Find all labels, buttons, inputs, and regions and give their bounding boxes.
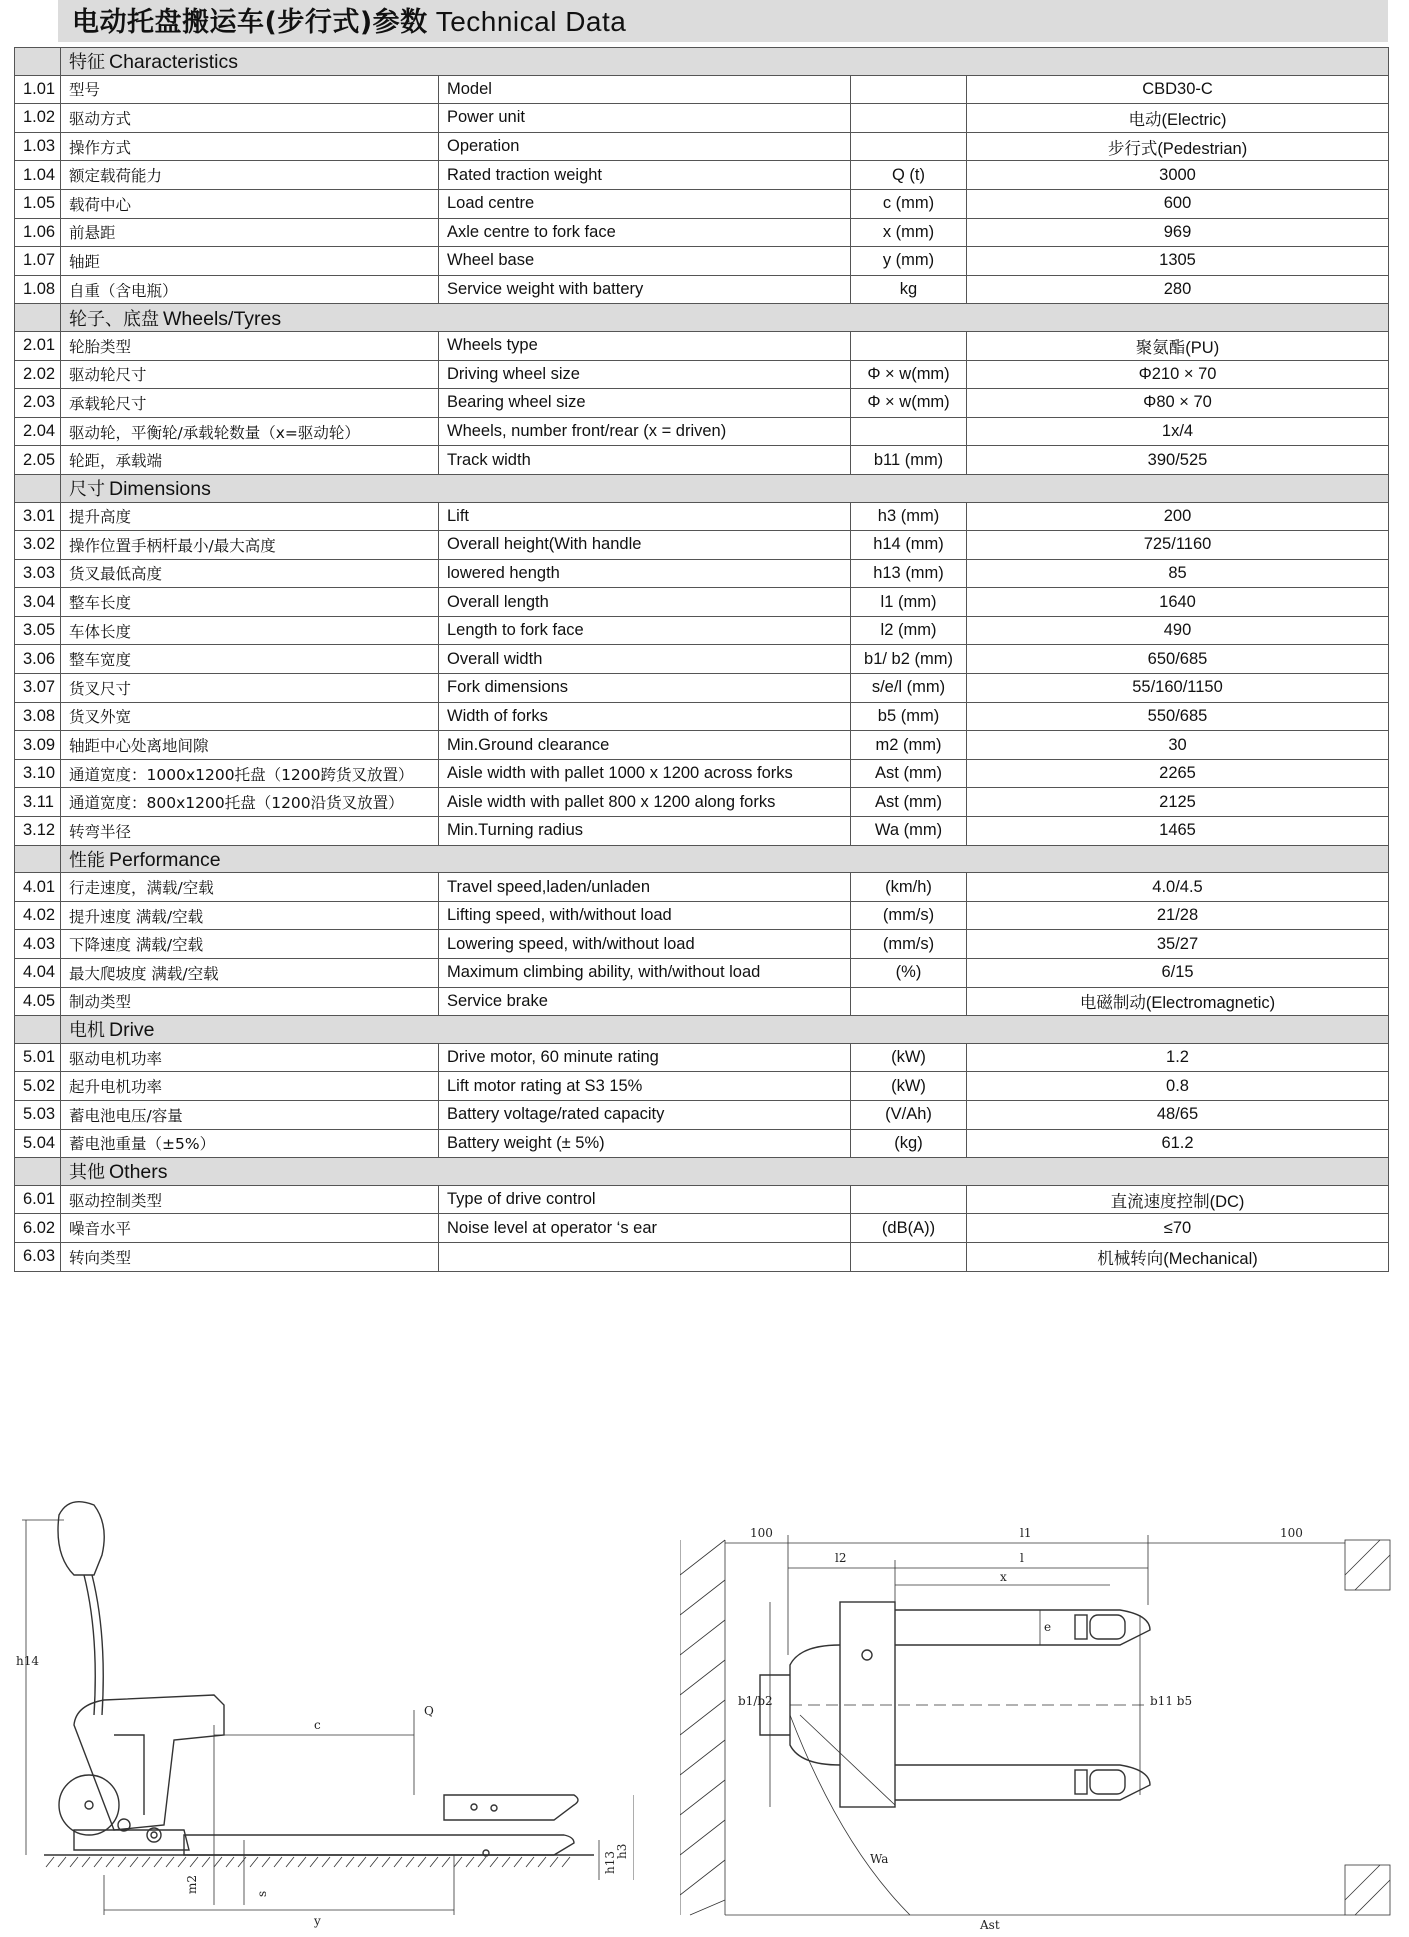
row-symbol: (%) xyxy=(851,959,967,988)
table-row xyxy=(15,873,1389,902)
row-name-en: Lift xyxy=(439,502,851,531)
row-symbol: l2 (mm) xyxy=(851,616,967,645)
row-name-cn: 起升电机功率 xyxy=(61,1072,439,1101)
row-name-en: Width of forks xyxy=(439,702,851,731)
section-title xyxy=(61,1016,1389,1044)
row-name-en: Power unit xyxy=(439,104,851,133)
row-name-en: Wheel base xyxy=(439,247,851,276)
row-symbol: (mm/s) xyxy=(851,901,967,930)
table-row xyxy=(15,1100,1389,1129)
row-name-en: Type of drive control xyxy=(439,1185,851,1214)
row-number: 4.05 xyxy=(15,987,61,1016)
row-name-en: Aisle width with pallet 1000 x 1200 across forks xyxy=(439,759,851,788)
row-value: 200 xyxy=(967,502,1389,531)
label-y: y xyxy=(314,1914,321,1928)
section-title-cn: 电机 xyxy=(69,1020,105,1042)
row-value: 6/15 xyxy=(967,959,1389,988)
top-view-drawing xyxy=(680,1515,1395,1930)
row-name-en: Battery voltage/rated capacity xyxy=(439,1100,851,1129)
label-Ast: Ast xyxy=(980,1918,1000,1930)
row-value: 电动(Electric) xyxy=(967,104,1389,133)
table-row xyxy=(15,275,1389,304)
label-b1b2: b1/b2 xyxy=(738,1694,773,1708)
row-number: 3.06 xyxy=(15,645,61,674)
row-value: 35/27 xyxy=(967,930,1389,959)
row-number: 2.02 xyxy=(15,360,61,389)
row-value: 600 xyxy=(967,189,1389,218)
row-number: 2.05 xyxy=(15,446,61,475)
row-name-en: Overall length xyxy=(439,588,851,617)
row-value: 1640 xyxy=(967,588,1389,617)
row-name-cn: 转向类型 xyxy=(61,1242,439,1271)
row-name-cn: 蓄电池重量（±5%） xyxy=(61,1129,439,1158)
row-symbol xyxy=(851,987,967,1016)
row-value: 30 xyxy=(967,731,1389,760)
row-symbol: h14 (mm) xyxy=(851,531,967,560)
row-name-cn: 制动类型 xyxy=(61,987,439,1016)
row-symbol: Φ × w(mm) xyxy=(851,389,967,418)
row-name-en: Maximum climbing ability, with/without load xyxy=(439,959,851,988)
row-value: 1465 xyxy=(967,817,1389,846)
row-value: 1305 xyxy=(967,247,1389,276)
row-value: 1.2 xyxy=(967,1043,1389,1072)
row-symbol xyxy=(851,104,967,133)
row-value: 1x/4 xyxy=(967,417,1389,446)
section-title-en: Performance xyxy=(109,848,221,871)
table-row xyxy=(15,759,1389,788)
row-symbol: s/e/l (mm) xyxy=(851,674,967,703)
table-row xyxy=(15,389,1389,418)
section-title-cn: 性能 xyxy=(69,849,105,871)
row-name-en: Rated traction weight xyxy=(439,161,851,190)
label-m2: m2 xyxy=(185,1874,199,1894)
label-c: c xyxy=(314,1718,321,1732)
table-row xyxy=(15,959,1389,988)
label-Wa: Wa xyxy=(870,1852,889,1866)
row-name-cn: 驱动方式 xyxy=(61,104,439,133)
row-number: 3.03 xyxy=(15,559,61,588)
title-cn: 电动托盘搬运车(步行式)参数 xyxy=(72,7,428,38)
row-number: 1.06 xyxy=(15,218,61,247)
row-name-en: lowered hength xyxy=(439,559,851,588)
row-name-en: Bearing wheel size xyxy=(439,389,851,418)
row-number: 2.03 xyxy=(15,389,61,418)
row-number: 6.03 xyxy=(15,1242,61,1271)
row-name-cn: 轮距，承载端 xyxy=(61,446,439,475)
row-number: 1.01 xyxy=(15,75,61,104)
row-name-en: Overall height(With handle xyxy=(439,531,851,560)
row-number: 5.04 xyxy=(15,1129,61,1158)
section-title xyxy=(61,845,1389,873)
row-value: ≤70 xyxy=(967,1214,1389,1243)
section-number-cell xyxy=(15,845,61,873)
section-title-cn: 其他 xyxy=(69,1162,105,1184)
row-name-cn: 通道宽度：1000x1200托盘（1200跨货叉放置） xyxy=(61,759,439,788)
row-value: 2265 xyxy=(967,759,1389,788)
row-symbol: (kW) xyxy=(851,1043,967,1072)
row-name-cn: 型号 xyxy=(61,75,439,104)
row-name-en: Travel speed,laden/unladen xyxy=(439,873,851,902)
row-name-cn: 蓄电池电压/容量 xyxy=(61,1100,439,1129)
row-number: 3.01 xyxy=(15,502,61,531)
row-number: 3.12 xyxy=(15,817,61,846)
row-name-en: Wheels, number front/rear (x = driven) xyxy=(439,417,851,446)
row-number: 3.04 xyxy=(15,588,61,617)
row-name-en: Drive motor, 60 minute rating xyxy=(439,1043,851,1072)
row-number: 1.03 xyxy=(15,132,61,161)
table-row xyxy=(15,645,1389,674)
label-x: x xyxy=(1000,1570,1007,1584)
table-row xyxy=(15,531,1389,560)
row-symbol: Q (t) xyxy=(851,161,967,190)
section-header xyxy=(15,474,1389,502)
section-title-cn: 尺寸 xyxy=(69,479,105,501)
table-row xyxy=(15,1242,1389,1271)
row-name-en: Lowering speed, with/without load xyxy=(439,930,851,959)
row-symbol: Φ × w(mm) xyxy=(851,360,967,389)
row-name-en: Driving wheel size xyxy=(439,360,851,389)
row-symbol: m2 (mm) xyxy=(851,731,967,760)
row-name-cn: 行走速度，满载/空载 xyxy=(61,873,439,902)
label-h13: h13 xyxy=(603,1851,617,1874)
row-value: Φ210 × 70 xyxy=(967,360,1389,389)
row-symbol: h13 (mm) xyxy=(851,559,967,588)
section-number-cell xyxy=(15,48,61,76)
section-title xyxy=(61,48,1389,76)
row-value: 85 xyxy=(967,559,1389,588)
row-number: 6.02 xyxy=(15,1214,61,1243)
row-symbol: Wa (mm) xyxy=(851,817,967,846)
row-symbol: b11 (mm) xyxy=(851,446,967,475)
row-number: 3.07 xyxy=(15,674,61,703)
label-l: l xyxy=(1020,1551,1024,1565)
table-row xyxy=(15,1072,1389,1101)
table-row xyxy=(15,161,1389,190)
row-symbol xyxy=(851,1242,967,1271)
row-value: 聚氨酯(PU) xyxy=(967,331,1389,360)
table-row xyxy=(15,901,1389,930)
row-name-cn: 操作方式 xyxy=(61,132,439,161)
row-number: 5.01 xyxy=(15,1043,61,1072)
label-s: s xyxy=(255,1890,269,1897)
row-name-en: Lift motor rating at S3 15% xyxy=(439,1072,851,1101)
row-number: 1.02 xyxy=(15,104,61,133)
table-row xyxy=(15,132,1389,161)
row-symbol: Ast (mm) xyxy=(851,759,967,788)
row-name-cn: 轴距 xyxy=(61,247,439,276)
row-name-cn: 驱动电机功率 xyxy=(61,1043,439,1072)
row-number: 4.04 xyxy=(15,959,61,988)
row-symbol: c (mm) xyxy=(851,189,967,218)
side-view-drawing xyxy=(14,1495,634,1930)
row-value: 4.0/4.5 xyxy=(967,873,1389,902)
row-name-cn: 整车长度 xyxy=(61,588,439,617)
row-name-cn: 前悬距 xyxy=(61,218,439,247)
row-name-cn: 载荷中心 xyxy=(61,189,439,218)
row-value: 280 xyxy=(967,275,1389,304)
table-row xyxy=(15,331,1389,360)
row-value: 48/65 xyxy=(967,1100,1389,1129)
row-symbol: l1 (mm) xyxy=(851,588,967,617)
label-h3: h3 xyxy=(615,1843,629,1859)
row-name-cn: 提升高度 xyxy=(61,502,439,531)
section-number-cell xyxy=(15,304,61,332)
row-number: 3.10 xyxy=(15,759,61,788)
table-row xyxy=(15,360,1389,389)
title-en: Technical Data xyxy=(435,6,627,37)
row-name-en: Load centre xyxy=(439,189,851,218)
row-symbol: (kg) xyxy=(851,1129,967,1158)
row-symbol: (V/Ah) xyxy=(851,1100,967,1129)
row-name-cn: 整车宽度 xyxy=(61,645,439,674)
row-name-en: Wheels type xyxy=(439,331,851,360)
label-l1: l1 xyxy=(1020,1526,1032,1540)
table-row xyxy=(15,674,1389,703)
row-number: 4.01 xyxy=(15,873,61,902)
row-name-cn: 自重（含电瓶） xyxy=(61,275,439,304)
row-symbol: (mm/s) xyxy=(851,930,967,959)
row-value: 650/685 xyxy=(967,645,1389,674)
table-row xyxy=(15,817,1389,846)
table-row xyxy=(15,616,1389,645)
row-name-cn: 操作位置手柄杆最小/最大高度 xyxy=(61,531,439,560)
table-row xyxy=(15,1043,1389,1072)
row-name-en: Battery weight (± 5%) xyxy=(439,1129,851,1158)
table-row xyxy=(15,788,1389,817)
row-name-cn: 轴距中心处离地间隙 xyxy=(61,731,439,760)
row-number: 3.02 xyxy=(15,531,61,560)
row-name-en xyxy=(439,1242,851,1271)
row-value: 21/28 xyxy=(967,901,1389,930)
table-row xyxy=(15,1129,1389,1158)
row-name-cn: 车体长度 xyxy=(61,616,439,645)
label-e: e xyxy=(1044,1620,1052,1634)
table-row xyxy=(15,417,1389,446)
row-value: 969 xyxy=(967,218,1389,247)
section-number-cell xyxy=(15,1016,61,1044)
row-number: 3.05 xyxy=(15,616,61,645)
table-row xyxy=(15,247,1389,276)
section-title-en: Characteristics xyxy=(109,51,238,74)
row-number: 3.09 xyxy=(15,731,61,760)
row-number: 3.08 xyxy=(15,702,61,731)
section-header xyxy=(15,845,1389,873)
row-symbol xyxy=(851,1185,967,1214)
row-name-cn: 货叉最低高度 xyxy=(61,559,439,588)
row-symbol: kg xyxy=(851,275,967,304)
section-header xyxy=(15,1158,1389,1186)
row-symbol xyxy=(851,132,967,161)
row-value: 490 xyxy=(967,616,1389,645)
row-symbol: (dB(A)) xyxy=(851,1214,967,1243)
row-number: 5.03 xyxy=(15,1100,61,1129)
row-name-cn: 驱动轮，平衡轮/承载轮数量（x=驱动轮） xyxy=(61,417,439,446)
label-b11b5: b11 b5 xyxy=(1150,1694,1193,1708)
row-name-en: Service brake xyxy=(439,987,851,1016)
row-value: 550/685 xyxy=(967,702,1389,731)
table-row xyxy=(15,218,1389,247)
row-name-cn: 驱动轮尺寸 xyxy=(61,360,439,389)
row-name-en: Aisle width with pallet 800 x 1200 along forks xyxy=(439,788,851,817)
section-title-cn: 特征 xyxy=(69,52,105,74)
row-symbol xyxy=(851,331,967,360)
row-number: 2.01 xyxy=(15,331,61,360)
row-name-en: Fork dimensions xyxy=(439,674,851,703)
row-name-cn: 额定载荷能力 xyxy=(61,161,439,190)
row-value: 61.2 xyxy=(967,1129,1389,1158)
row-name-cn: 承载轮尺寸 xyxy=(61,389,439,418)
section-title-cn: 轮子、底盘 xyxy=(69,308,159,330)
table-row xyxy=(15,559,1389,588)
row-name-cn: 通道宽度：800x1200托盘（1200沿货叉放置） xyxy=(61,788,439,817)
label-h14: h14 xyxy=(16,1654,39,1668)
row-symbol xyxy=(851,75,967,104)
row-name-cn: 货叉尺寸 xyxy=(61,674,439,703)
row-name-en: Lifting speed, with/without load xyxy=(439,901,851,930)
row-number: 1.08 xyxy=(15,275,61,304)
row-name-en: Overall width xyxy=(439,645,851,674)
label-100-right: 100 xyxy=(1280,1526,1303,1540)
row-name-en: Length to fork face xyxy=(439,616,851,645)
row-value: 2125 xyxy=(967,788,1389,817)
label-Q: Q xyxy=(424,1704,434,1718)
table-row xyxy=(15,104,1389,133)
section-title-en: Dimensions xyxy=(109,478,211,501)
technical-data-table xyxy=(14,47,1389,1272)
row-value: 0.8 xyxy=(967,1072,1389,1101)
section-header xyxy=(15,48,1389,76)
row-name-en: Min.Turning radius xyxy=(439,817,851,846)
row-number: 1.04 xyxy=(15,161,61,190)
table-row xyxy=(15,502,1389,531)
row-value: CBD30-C xyxy=(967,75,1389,104)
label-l2: l2 xyxy=(835,1551,847,1565)
row-name-en: Operation xyxy=(439,132,851,161)
row-symbol: y (mm) xyxy=(851,247,967,276)
section-title xyxy=(61,1158,1389,1186)
page-title xyxy=(58,0,1388,42)
row-name-cn: 最大爬坡度 满载/空载 xyxy=(61,959,439,988)
row-name-cn: 下降速度 满载/空载 xyxy=(61,930,439,959)
table-row xyxy=(15,189,1389,218)
row-name-cn: 轮胎类型 xyxy=(61,331,439,360)
row-name-en: Service weight with battery xyxy=(439,275,851,304)
row-symbol: h3 (mm) xyxy=(851,502,967,531)
table-row xyxy=(15,588,1389,617)
row-number: 4.03 xyxy=(15,930,61,959)
table-row xyxy=(15,702,1389,731)
row-value: 直流速度控制(DC) xyxy=(967,1185,1389,1214)
row-name-en: Min.Ground clearance xyxy=(439,731,851,760)
row-name-cn: 噪音水平 xyxy=(61,1214,439,1243)
row-value: 电磁制动(Electromagnetic) xyxy=(967,987,1389,1016)
table-row xyxy=(15,446,1389,475)
row-number: 3.11 xyxy=(15,788,61,817)
row-symbol: Ast (mm) xyxy=(851,788,967,817)
section-number-cell xyxy=(15,474,61,502)
row-name-en: Axle centre to fork face xyxy=(439,218,851,247)
row-value: Φ80 × 70 xyxy=(967,389,1389,418)
section-header xyxy=(15,1016,1389,1044)
row-symbol: x (mm) xyxy=(851,218,967,247)
row-value: 55/160/1150 xyxy=(967,674,1389,703)
table-row xyxy=(15,1185,1389,1214)
row-value: 机械转向(Mechanical) xyxy=(967,1242,1389,1271)
label-100-left: 100 xyxy=(750,1526,773,1540)
row-number: 6.01 xyxy=(15,1185,61,1214)
row-value: 3000 xyxy=(967,161,1389,190)
row-name-en: Track width xyxy=(439,446,851,475)
row-number: 1.07 xyxy=(15,247,61,276)
table-row xyxy=(15,75,1389,104)
row-number: 1.05 xyxy=(15,189,61,218)
row-symbol: (km/h) xyxy=(851,873,967,902)
row-symbol: (kW) xyxy=(851,1072,967,1101)
section-header xyxy=(15,304,1389,332)
table-row xyxy=(15,1214,1389,1243)
row-symbol: b5 (mm) xyxy=(851,702,967,731)
row-number: 5.02 xyxy=(15,1072,61,1101)
row-value: 步行式(Pedestrian) xyxy=(967,132,1389,161)
table-row xyxy=(15,731,1389,760)
row-name-cn: 驱动控制类型 xyxy=(61,1185,439,1214)
section-number-cell xyxy=(15,1158,61,1186)
row-symbol xyxy=(851,417,967,446)
section-title-en: Wheels/Tyres xyxy=(163,307,282,330)
section-title xyxy=(61,304,1389,332)
row-name-cn: 货叉外宽 xyxy=(61,702,439,731)
row-name-en: Noise level at operator ‘s ear xyxy=(439,1214,851,1243)
row-symbol: b1/ b2 (mm) xyxy=(851,645,967,674)
section-title-en: Others xyxy=(109,1161,168,1184)
section-title xyxy=(61,474,1389,502)
row-number: 4.02 xyxy=(15,901,61,930)
row-value: 725/1160 xyxy=(967,531,1389,560)
table-row xyxy=(15,987,1389,1016)
section-title-en: Drive xyxy=(109,1019,155,1042)
table-row xyxy=(15,930,1389,959)
row-name-cn: 转弯半径 xyxy=(61,817,439,846)
row-number: 2.04 xyxy=(15,417,61,446)
row-name-cn: 提升速度 满载/空载 xyxy=(61,901,439,930)
row-name-en: Model xyxy=(439,75,851,104)
row-value: 390/525 xyxy=(967,446,1389,475)
